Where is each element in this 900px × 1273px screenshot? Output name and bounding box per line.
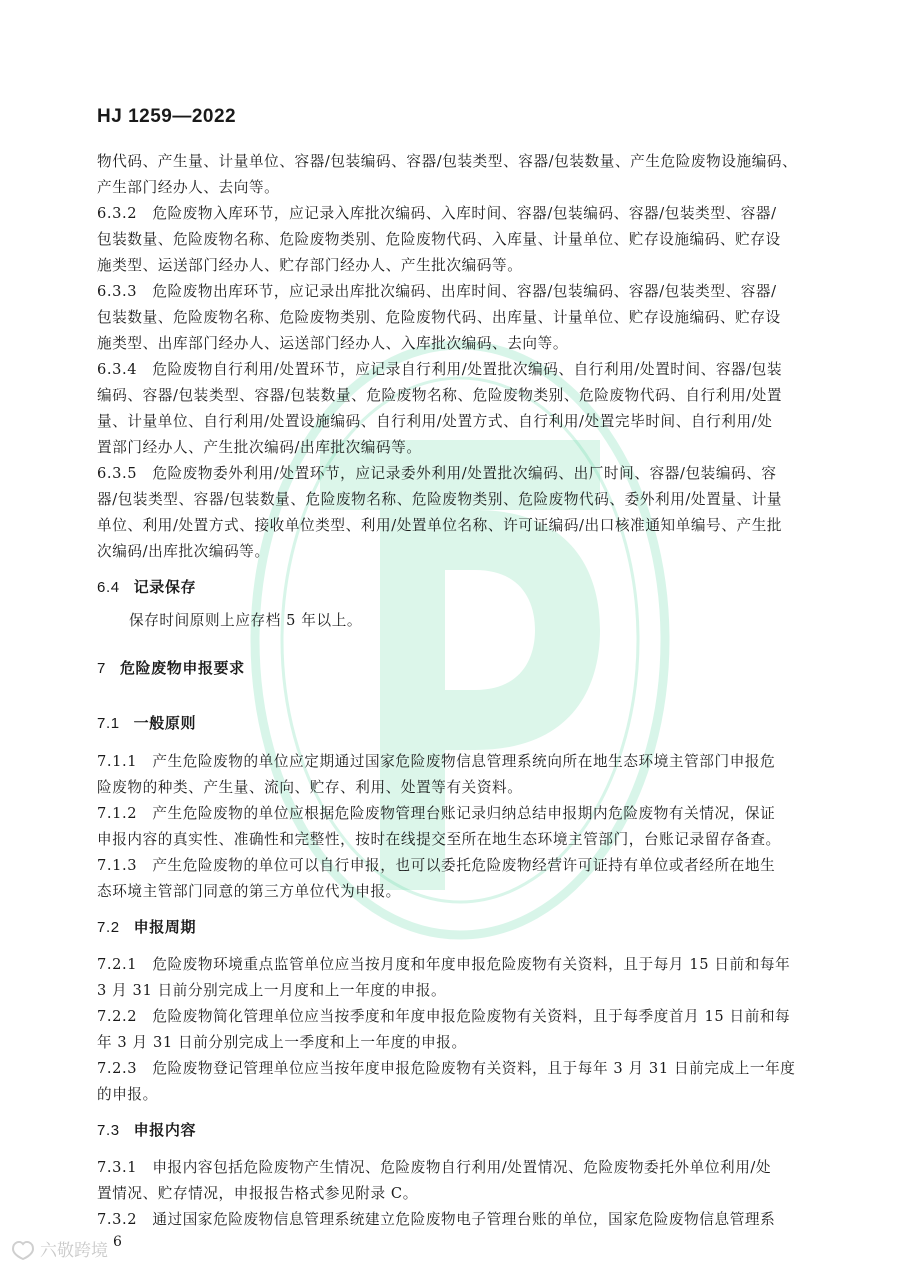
text-line: 3 月 31 日前分别完成上一月度和上一年度的申报。 [97,982,447,999]
text-line: 物代码、产生量、计量单位、容器/包装编码、容器/包装类型、容器/包装数量、产生危险废物设施编码、 [97,153,798,170]
text-line: 7.3.2 通过国家危险废物信息管理系统建立危险废物电子管理台账的单位，国家危险废物信息管理系 [97,1211,776,1228]
section-number: 7.2 [97,919,120,936]
text-line: 7.3.1 申报内容包括危险废物产生情况、危险废物自行利用/处置情况、危险废物委托外单位利用/处 [97,1159,772,1176]
section-heading-7 [97,657,245,678]
text-line: 包装数量、危险废物名称、危险废物类别、危险废物代码、出库量、计量单位、贮存设施编码、贮存设 [97,309,781,326]
section-number: 7.1 [97,715,120,732]
text-line: 7.1.3 产生危险废物的单位可以自行申报，也可以委托危险废物经营许可证持有单位或者经所在地生 [97,857,776,874]
text-line: 置部门经办人、产生批次编码/出库批次编码等。 [97,439,422,456]
text-line: 6.3.4 危险废物自行利用/处置环节，应记录自行利用/处置批次编码、自行利用/处置时间、容器/包装 [97,361,783,378]
text-line: 6.3.3 危险废物出库环节，应记录出库批次编码、出库时间、容器/包装编码、容器/包装类型、容器/ [97,283,777,300]
section-number: 6.4 [97,579,120,596]
section-heading-6-4 [97,576,196,597]
text-line: 器/包装类型、容器/包装数量、危险废物名称、危险废物类别、危险废物代码、委外利用/处置量、计量 [97,491,783,508]
text-line: 险废物的种类、产生量、流向、贮存、利用、处置等有关资料。 [97,779,523,796]
section-heading-7-1 [97,712,196,733]
footer-brand-text: 六敬跨境 [40,1241,108,1260]
text-line: 施类型、运送部门经办人、贮存部门经办人、产生批次编码等。 [97,257,523,274]
section-number: 7 [97,660,106,677]
text-line: 态环境主管部门同意的第三方单位代为申报。 [97,883,401,900]
text-line: 的申报。 [97,1086,158,1103]
text-line: 申报内容的真实性、准确性和完整性，按时在线提交至所在地生态环境主管部门，台账记录留存备查。 [97,831,781,848]
page-number: 6 [113,1234,122,1250]
text-line: 7.2.3 危险废物登记管理单位应当按年度申报危险废物有关资料，且于每年 3 月 31 日前完成上一年度 [97,1060,796,1077]
text-line: 保存时间原则上应存档 5 年以上。 [129,612,363,629]
text-line: 7.1.2 产生危险废物的单位应根据危险废物管理台账记录归纳总结申报期内危险废物有关情况，保证 [97,805,776,822]
text-line: 7.2.1 危险废物环境重点监管单位应当按月度和年度申报危险废物有关资料，且于每月 15 日前和每年 [97,956,791,973]
section-number: 7.3 [97,1122,120,1139]
text-line: 年 3 月 31 日前分别完成上一季度和上一年度的申报。 [97,1034,467,1051]
text-line: 编码、容器/包装类型、容器/包装数量、危险废物名称、危险废物类别、危险废物代码、自行利用/处置 [97,387,783,404]
text-line: 产生部门经办人、去向等。 [97,179,280,196]
section-heading-7-2 [97,916,196,937]
document-header: HJ 1259—2022 [97,106,237,127]
section-title: 申报周期 [133,919,197,936]
brand-logo-icon [10,1238,36,1260]
text-line: 包装数量、危险废物名称、危险废物类别、危险废物代码、入库量、计量单位、贮存设施编码、贮存设 [97,231,781,248]
text-line: 量、计量单位、自行利用/处置设施编码、自行利用/处置方式、自行利用/处置完毕时间、自行利用/处 [97,413,773,430]
text-line: 7.2.2 危险废物简化管理单位应当按季度和年度申报危险废物有关资料，且于每季度首月 15 日前和每 [97,1008,791,1025]
text-line: 单位、利用/处置方式、接收单位类型、利用/处置单位名称、许可证编码/出口核准通知单编号、产生批 [97,517,783,534]
text-line: 置情况、贮存情况，申报报告格式参见附录 C。 [97,1185,418,1202]
text-line: 6.3.5 危险废物委外利用/处置环节，应记录委外利用/处置批次编码、出厂时间、容器/包装编码、容 [97,465,777,482]
section-heading-7-3 [97,1119,196,1140]
footer-watermark-logo [10,1236,108,1261]
text-line: 6.3.2 危险废物入库环节，应记录入库批次编码、入库时间、容器/包装编码、容器/包装类型、容器/ [97,205,777,222]
section-title: 申报内容 [133,1122,197,1139]
text-line: 次编码/出库批次编码等。 [97,543,270,560]
text-line: 施类型、出库部门经办人、运送部门经办人、入库批次编码、去向等。 [97,335,569,352]
section-title: 记录保存 [133,579,197,596]
section-title: 一般原则 [133,715,197,732]
text-line: 7.1.1 产生危险废物的单位应定期通过国家危险废物信息管理系统向所在地生态环境主管部门申报危 [97,753,776,770]
section-title: 危险废物申报要求 [119,660,245,677]
